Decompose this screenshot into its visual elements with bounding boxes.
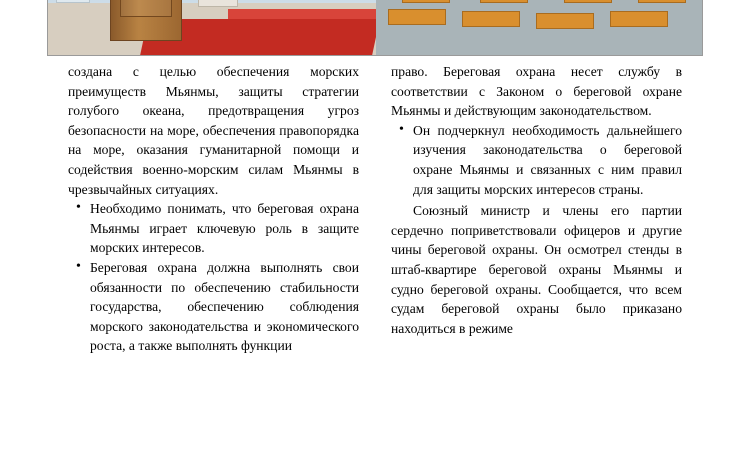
right-photo-table: [564, 0, 612, 3]
right-column: [391, 62, 682, 460]
right-photo-table: [610, 11, 668, 27]
right-photo-table: [638, 0, 686, 3]
left-column-continued-paragraph: создана с целью обеспечения морских преимуществ Мьянмы, защиты стратегии голубого океана, предотвращения угроз безопасности на море, обеспечения правопорядка на море, оказания гуманитарной помощи и содействия военно-морским силам Мьянмы в чрезвычайных ситуациях.: [68, 64, 359, 197]
right-column-continued-paragraph: право. Береговая охрана несет службу в соответствии с Законом о береговой охране Мьянмы и действующим законодательством.: [391, 64, 682, 119]
left-column: [68, 62, 359, 460]
photo-right-hall: [376, 0, 703, 55]
body-columns: [68, 62, 682, 460]
left-photo-door-far: [56, 0, 90, 3]
list-item: • Он подчеркнул необходимость дальнейшего изучения законодательства о береговой охране Мьянмы и связанных с ним правил для защиты морских интересов страны.: [391, 121, 682, 199]
photo-left-podium: [48, 0, 376, 55]
right-photo-table: [480, 0, 528, 3]
right-photo-table: [388, 9, 446, 25]
left-photo-podium-panel: [120, 0, 172, 17]
right-column-bullet-list: [391, 121, 682, 199]
right-photo-table: [536, 13, 594, 29]
right-photo-table: [402, 0, 450, 3]
right-column-closing-paragraph: Союзный министр и члены его партии сердечно поприветствовали офицеров и другие чины береговой охраны. Он осмотрел стенды в штаб-квартире береговой охраны Мьянмы и судно береговой охраны. Сообщается, что всем судам береговой охраны было приказано находиться в режиме: [391, 203, 682, 336]
list-item: • Береговая охрана должна выполнять свои обязанности по обеспечению стабильности государства, обеспечению соблюдения морского законодательства и экономического роста, а также выполнять функции: [68, 258, 359, 356]
right-photo-table: [462, 11, 520, 27]
figure-image-banner: [47, 0, 703, 56]
list-item: • Необходимо понимать, что береговая охрана Мьянмы играет ключевую роль в защите морских интересов.: [68, 199, 359, 258]
left-column-bullet-list: [68, 199, 359, 356]
left-photo-door: [198, 0, 238, 7]
